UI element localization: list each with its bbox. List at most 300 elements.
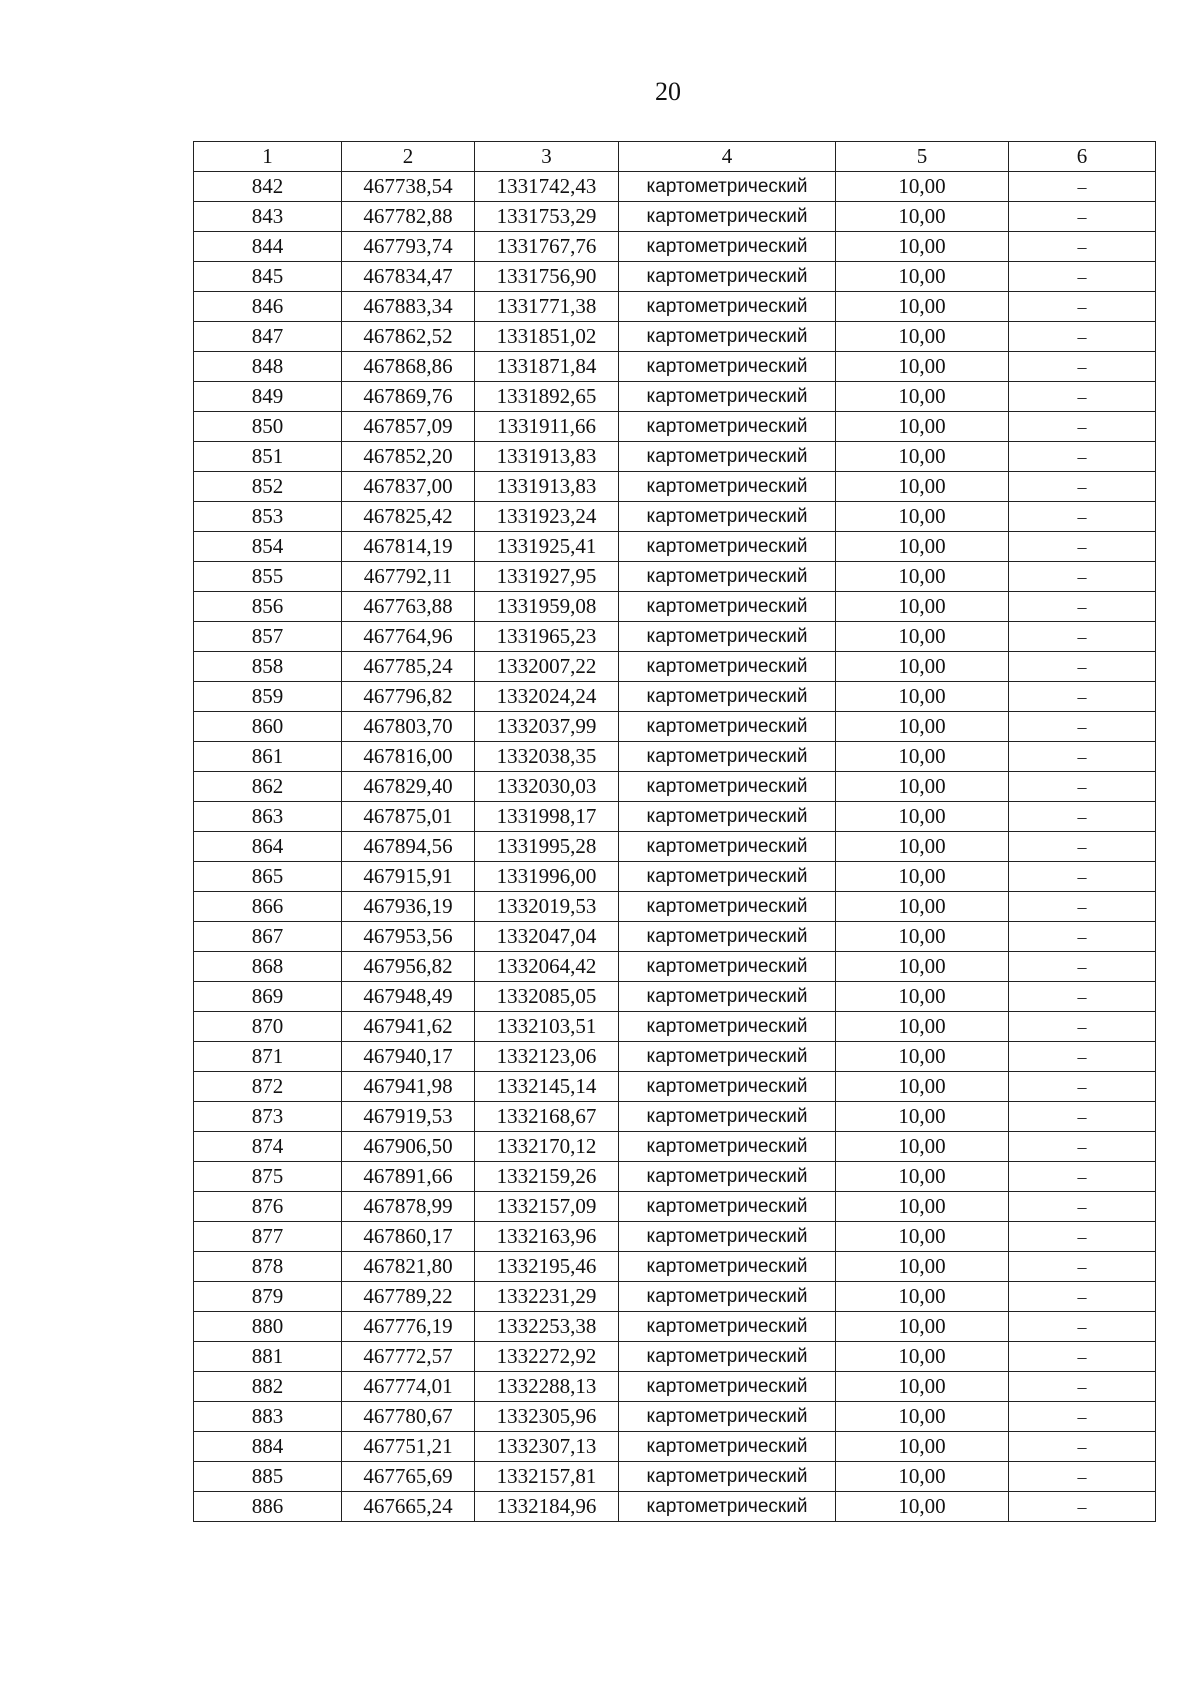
method-cell: картометрический [619, 1282, 836, 1312]
table-row [194, 982, 1156, 1012]
column-header-6: 6 [1009, 142, 1156, 172]
table-row [194, 442, 1156, 472]
x-coordinate-cell: 467772,57 [342, 1342, 475, 1372]
y-coordinate-cell: 1332007,22 [475, 652, 619, 682]
note-cell: – [1009, 562, 1156, 592]
method-cell: картометрический [619, 1012, 836, 1042]
accuracy-cell: 10,00 [836, 1372, 1009, 1402]
accuracy-cell: 10,00 [836, 982, 1009, 1012]
accuracy-cell: 10,00 [836, 1462, 1009, 1492]
note-cell: – [1009, 1462, 1156, 1492]
note-cell: – [1009, 862, 1156, 892]
accuracy-cell: 10,00 [836, 1312, 1009, 1342]
method-cell: картометрический [619, 1072, 836, 1102]
table-row [194, 502, 1156, 532]
x-coordinate-cell: 467894,56 [342, 832, 475, 862]
note-cell: – [1009, 922, 1156, 952]
point-number-cell: 885 [194, 1462, 342, 1492]
y-coordinate-cell: 1332253,38 [475, 1312, 619, 1342]
method-cell: картометрический [619, 502, 836, 532]
column-header-5: 5 [836, 142, 1009, 172]
note-cell: – [1009, 202, 1156, 232]
point-number-cell: 876 [194, 1192, 342, 1222]
y-coordinate-cell: 1331965,23 [475, 622, 619, 652]
table-row [194, 832, 1156, 862]
x-coordinate-cell: 467891,66 [342, 1162, 475, 1192]
y-coordinate-cell: 1331927,95 [475, 562, 619, 592]
table-row [194, 412, 1156, 442]
method-cell: картометрический [619, 982, 836, 1012]
point-number-cell: 882 [194, 1372, 342, 1402]
accuracy-cell: 10,00 [836, 1042, 1009, 1072]
table-row [194, 1282, 1156, 1312]
x-coordinate-cell: 467751,21 [342, 1432, 475, 1462]
table-row [194, 292, 1156, 322]
accuracy-cell: 10,00 [836, 892, 1009, 922]
table-row [194, 472, 1156, 502]
accuracy-cell: 10,00 [836, 1072, 1009, 1102]
y-coordinate-cell: 1331923,24 [475, 502, 619, 532]
note-cell: – [1009, 412, 1156, 442]
accuracy-cell: 10,00 [836, 742, 1009, 772]
note-cell: – [1009, 442, 1156, 472]
y-coordinate-cell: 1332170,12 [475, 1132, 619, 1162]
x-coordinate-cell: 467665,24 [342, 1492, 475, 1522]
table-row [194, 922, 1156, 952]
x-coordinate-cell: 467776,19 [342, 1312, 475, 1342]
note-cell: – [1009, 1012, 1156, 1042]
y-coordinate-cell: 1332157,81 [475, 1462, 619, 1492]
table-row [194, 1402, 1156, 1432]
y-coordinate-cell: 1332305,96 [475, 1402, 619, 1432]
y-coordinate-cell: 1331996,00 [475, 862, 619, 892]
x-coordinate-cell: 467764,96 [342, 622, 475, 652]
point-number-cell: 848 [194, 352, 342, 382]
note-cell: – [1009, 472, 1156, 502]
note-cell: – [1009, 952, 1156, 982]
method-cell: картометрический [619, 922, 836, 952]
x-coordinate-cell: 467796,82 [342, 682, 475, 712]
y-coordinate-cell: 1331871,84 [475, 352, 619, 382]
table-row [194, 322, 1156, 352]
y-coordinate-cell: 1331771,38 [475, 292, 619, 322]
point-number-cell: 874 [194, 1132, 342, 1162]
note-cell: – [1009, 982, 1156, 1012]
accuracy-cell: 10,00 [836, 322, 1009, 352]
table-row [194, 802, 1156, 832]
y-coordinate-cell: 1332145,14 [475, 1072, 619, 1102]
note-cell: – [1009, 1342, 1156, 1372]
x-coordinate-cell: 467878,99 [342, 1192, 475, 1222]
note-cell: – [1009, 1312, 1156, 1342]
table-row [194, 562, 1156, 592]
method-cell: картометрический [619, 1492, 836, 1522]
note-cell: – [1009, 1192, 1156, 1222]
point-number-cell: 851 [194, 442, 342, 472]
table-row [194, 682, 1156, 712]
note-cell: – [1009, 652, 1156, 682]
x-coordinate-cell: 467857,09 [342, 412, 475, 442]
accuracy-cell: 10,00 [836, 1162, 1009, 1192]
x-coordinate-cell: 467919,53 [342, 1102, 475, 1132]
x-coordinate-cell: 467782,88 [342, 202, 475, 232]
method-cell: картометрический [619, 622, 836, 652]
method-cell: картометрический [619, 322, 836, 352]
table-row [194, 1102, 1156, 1132]
note-cell: – [1009, 1102, 1156, 1132]
method-cell: картометрический [619, 202, 836, 232]
table-row [194, 1312, 1156, 1342]
point-number-cell: 864 [194, 832, 342, 862]
accuracy-cell: 10,00 [836, 352, 1009, 382]
table-row [194, 1192, 1156, 1222]
table-row [194, 772, 1156, 802]
point-number-cell: 866 [194, 892, 342, 922]
y-coordinate-cell: 1332024,24 [475, 682, 619, 712]
method-cell: картометрический [619, 802, 836, 832]
table-row [194, 1462, 1156, 1492]
y-coordinate-cell: 1332085,05 [475, 982, 619, 1012]
table-row [194, 382, 1156, 412]
method-cell: картометрический [619, 232, 836, 262]
note-cell: – [1009, 1492, 1156, 1522]
point-number-cell: 883 [194, 1402, 342, 1432]
point-number-cell: 879 [194, 1282, 342, 1312]
y-coordinate-cell: 1331959,08 [475, 592, 619, 622]
accuracy-cell: 10,00 [836, 862, 1009, 892]
x-coordinate-cell: 467793,74 [342, 232, 475, 262]
point-number-cell: 850 [194, 412, 342, 442]
table-row [194, 652, 1156, 682]
note-cell: – [1009, 1252, 1156, 1282]
accuracy-cell: 10,00 [836, 562, 1009, 592]
table-row [194, 232, 1156, 262]
note-cell: – [1009, 832, 1156, 862]
table-row [194, 262, 1156, 292]
method-cell: картометрический [619, 1402, 836, 1432]
method-cell: картометрический [619, 652, 836, 682]
x-coordinate-cell: 467814,19 [342, 532, 475, 562]
note-cell: – [1009, 682, 1156, 712]
y-coordinate-cell: 1331851,02 [475, 322, 619, 352]
x-coordinate-cell: 467821,80 [342, 1252, 475, 1282]
accuracy-cell: 10,00 [836, 1342, 1009, 1372]
note-cell: – [1009, 712, 1156, 742]
note-cell: – [1009, 622, 1156, 652]
note-cell: – [1009, 292, 1156, 322]
note-cell: – [1009, 1402, 1156, 1432]
point-number-cell: 856 [194, 592, 342, 622]
table-row [194, 172, 1156, 202]
x-coordinate-cell: 467816,00 [342, 742, 475, 772]
point-number-cell: 846 [194, 292, 342, 322]
accuracy-cell: 10,00 [836, 772, 1009, 802]
method-cell: картометрический [619, 712, 836, 742]
y-coordinate-cell: 1332168,67 [475, 1102, 619, 1132]
note-cell: – [1009, 262, 1156, 292]
method-cell: картометрический [619, 382, 836, 412]
x-coordinate-cell: 467738,54 [342, 172, 475, 202]
y-coordinate-cell: 1331998,17 [475, 802, 619, 832]
method-cell: картометрический [619, 742, 836, 772]
accuracy-cell: 10,00 [836, 442, 1009, 472]
accuracy-cell: 10,00 [836, 712, 1009, 742]
point-number-cell: 881 [194, 1342, 342, 1372]
table-row [194, 1252, 1156, 1282]
point-number-cell: 863 [194, 802, 342, 832]
table-row [194, 862, 1156, 892]
y-coordinate-cell: 1332123,06 [475, 1042, 619, 1072]
method-cell: картометрический [619, 1252, 836, 1282]
accuracy-cell: 10,00 [836, 592, 1009, 622]
y-coordinate-cell: 1331911,66 [475, 412, 619, 442]
y-coordinate-cell: 1332272,92 [475, 1342, 619, 1372]
method-cell: картометрический [619, 172, 836, 202]
method-cell: картометрический [619, 1432, 836, 1462]
point-number-cell: 854 [194, 532, 342, 562]
column-header-2: 2 [342, 142, 475, 172]
accuracy-cell: 10,00 [836, 1402, 1009, 1432]
note-cell: – [1009, 772, 1156, 802]
method-cell: картометрический [619, 772, 836, 802]
y-coordinate-cell: 1332163,96 [475, 1222, 619, 1252]
note-cell: – [1009, 1162, 1156, 1192]
method-cell: картометрический [619, 442, 836, 472]
x-coordinate-cell: 467869,76 [342, 382, 475, 412]
accuracy-cell: 10,00 [836, 472, 1009, 502]
accuracy-cell: 10,00 [836, 382, 1009, 412]
method-cell: картометрический [619, 1132, 836, 1162]
x-coordinate-cell: 467829,40 [342, 772, 475, 802]
y-coordinate-cell: 1332157,09 [475, 1192, 619, 1222]
point-number-cell: 861 [194, 742, 342, 772]
table-row [194, 892, 1156, 922]
note-cell: – [1009, 172, 1156, 202]
accuracy-cell: 10,00 [836, 292, 1009, 322]
point-number-cell: 877 [194, 1222, 342, 1252]
note-cell: – [1009, 802, 1156, 832]
x-coordinate-cell: 467765,69 [342, 1462, 475, 1492]
table-header [194, 142, 1156, 172]
accuracy-cell: 10,00 [836, 1132, 1009, 1162]
note-cell: – [1009, 1132, 1156, 1162]
method-cell: картометрический [619, 1372, 836, 1402]
note-cell: – [1009, 532, 1156, 562]
x-coordinate-cell: 467792,11 [342, 562, 475, 592]
accuracy-cell: 10,00 [836, 622, 1009, 652]
x-coordinate-cell: 467789,22 [342, 1282, 475, 1312]
table-body [194, 172, 1156, 1522]
method-cell: картометрический [619, 262, 836, 292]
accuracy-cell: 10,00 [836, 532, 1009, 562]
method-cell: картометрический [619, 682, 836, 712]
header-row [194, 142, 1156, 172]
table-row [194, 712, 1156, 742]
point-number-cell: 868 [194, 952, 342, 982]
method-cell: картометрический [619, 1162, 836, 1192]
table-row [194, 1342, 1156, 1372]
note-cell: – [1009, 892, 1156, 922]
y-coordinate-cell: 1332307,13 [475, 1432, 619, 1462]
x-coordinate-cell: 467868,86 [342, 352, 475, 382]
point-number-cell: 842 [194, 172, 342, 202]
accuracy-cell: 10,00 [836, 952, 1009, 982]
point-number-cell: 849 [194, 382, 342, 412]
note-cell: – [1009, 322, 1156, 352]
accuracy-cell: 10,00 [836, 412, 1009, 442]
point-number-cell: 869 [194, 982, 342, 1012]
x-coordinate-cell: 467825,42 [342, 502, 475, 532]
y-coordinate-cell: 1332231,29 [475, 1282, 619, 1312]
x-coordinate-cell: 467803,70 [342, 712, 475, 742]
y-coordinate-cell: 1331892,65 [475, 382, 619, 412]
method-cell: картометрический [619, 1462, 836, 1492]
accuracy-cell: 10,00 [836, 232, 1009, 262]
x-coordinate-cell: 467915,91 [342, 862, 475, 892]
point-number-cell: 865 [194, 862, 342, 892]
point-number-cell: 884 [194, 1432, 342, 1462]
method-cell: картометрический [619, 1222, 836, 1252]
accuracy-cell: 10,00 [836, 832, 1009, 862]
x-coordinate-cell: 467941,98 [342, 1072, 475, 1102]
method-cell: картометрический [619, 592, 836, 622]
x-coordinate-cell: 467956,82 [342, 952, 475, 982]
y-coordinate-cell: 1332103,51 [475, 1012, 619, 1042]
point-number-cell: 845 [194, 262, 342, 292]
point-number-cell: 886 [194, 1492, 342, 1522]
point-number-cell: 858 [194, 652, 342, 682]
point-number-cell: 862 [194, 772, 342, 802]
table-row [194, 742, 1156, 772]
y-coordinate-cell: 1332047,04 [475, 922, 619, 952]
note-cell: – [1009, 742, 1156, 772]
table-row [194, 1432, 1156, 1462]
y-coordinate-cell: 1332030,03 [475, 772, 619, 802]
page-number: 20 [655, 77, 681, 106]
x-coordinate-cell: 467875,01 [342, 802, 475, 832]
table-row [194, 1372, 1156, 1402]
x-coordinate-cell: 467941,62 [342, 1012, 475, 1042]
point-number-cell: 860 [194, 712, 342, 742]
method-cell: картометрический [619, 532, 836, 562]
method-cell: картометрический [619, 292, 836, 322]
accuracy-cell: 10,00 [836, 1432, 1009, 1462]
table-row [194, 1492, 1156, 1522]
y-coordinate-cell: 1331995,28 [475, 832, 619, 862]
point-number-cell: 871 [194, 1042, 342, 1072]
accuracy-cell: 10,00 [836, 1252, 1009, 1282]
point-number-cell: 873 [194, 1102, 342, 1132]
table-row [194, 532, 1156, 562]
accuracy-cell: 10,00 [836, 502, 1009, 532]
method-cell: картометрический [619, 832, 836, 862]
x-coordinate-cell: 467936,19 [342, 892, 475, 922]
note-cell: – [1009, 1432, 1156, 1462]
table-row [194, 1162, 1156, 1192]
y-coordinate-cell: 1332037,99 [475, 712, 619, 742]
x-coordinate-cell: 467862,52 [342, 322, 475, 352]
point-number-cell: 878 [194, 1252, 342, 1282]
accuracy-cell: 10,00 [836, 1192, 1009, 1222]
point-number-cell: 853 [194, 502, 342, 532]
accuracy-cell: 10,00 [836, 682, 1009, 712]
point-number-cell: 844 [194, 232, 342, 262]
x-coordinate-cell: 467834,47 [342, 262, 475, 292]
y-coordinate-cell: 1331913,83 [475, 472, 619, 502]
table-row [194, 1132, 1156, 1162]
x-coordinate-cell: 467860,17 [342, 1222, 475, 1252]
method-cell: картометрический [619, 412, 836, 442]
note-cell: – [1009, 232, 1156, 262]
x-coordinate-cell: 467780,67 [342, 1402, 475, 1432]
point-number-cell: 847 [194, 322, 342, 352]
method-cell: картометрический [619, 1102, 836, 1132]
x-coordinate-cell: 467785,24 [342, 652, 475, 682]
column-header-3: 3 [475, 142, 619, 172]
note-cell: – [1009, 1072, 1156, 1102]
column-header-4: 4 [619, 142, 836, 172]
note-cell: – [1009, 1372, 1156, 1402]
point-number-cell: 867 [194, 922, 342, 952]
x-coordinate-cell: 467837,00 [342, 472, 475, 502]
point-number-cell: 870 [194, 1012, 342, 1042]
x-coordinate-cell: 467906,50 [342, 1132, 475, 1162]
table-row [194, 592, 1156, 622]
x-coordinate-cell: 467948,49 [342, 982, 475, 1012]
table-row [194, 1222, 1156, 1252]
accuracy-cell: 10,00 [836, 1012, 1009, 1042]
table-row [194, 622, 1156, 652]
table-row [194, 1042, 1156, 1072]
y-coordinate-cell: 1332288,13 [475, 1372, 619, 1402]
y-coordinate-cell: 1332038,35 [475, 742, 619, 772]
method-cell: картометрический [619, 1042, 836, 1072]
note-cell: – [1009, 1042, 1156, 1072]
x-coordinate-cell: 467940,17 [342, 1042, 475, 1072]
table-row [194, 1012, 1156, 1042]
method-cell: картометрический [619, 352, 836, 382]
accuracy-cell: 10,00 [836, 802, 1009, 832]
note-cell: – [1009, 592, 1156, 622]
y-coordinate-cell: 1332019,53 [475, 892, 619, 922]
x-coordinate-cell: 467953,56 [342, 922, 475, 952]
table-row [194, 952, 1156, 982]
method-cell: картометрический [619, 1342, 836, 1372]
note-cell: – [1009, 352, 1156, 382]
accuracy-cell: 10,00 [836, 1282, 1009, 1312]
accuracy-cell: 10,00 [836, 1102, 1009, 1132]
point-number-cell: 872 [194, 1072, 342, 1102]
accuracy-cell: 10,00 [836, 172, 1009, 202]
y-coordinate-cell: 1331767,76 [475, 232, 619, 262]
accuracy-cell: 10,00 [836, 202, 1009, 232]
note-cell: – [1009, 1222, 1156, 1252]
y-coordinate-cell: 1331913,83 [475, 442, 619, 472]
point-number-cell: 875 [194, 1162, 342, 1192]
method-cell: картометрический [619, 562, 836, 592]
table-row [194, 1072, 1156, 1102]
x-coordinate-cell: 467774,01 [342, 1372, 475, 1402]
x-coordinate-cell: 467852,20 [342, 442, 475, 472]
y-coordinate-cell: 1332184,96 [475, 1492, 619, 1522]
y-coordinate-cell: 1331742,43 [475, 172, 619, 202]
accuracy-cell: 10,00 [836, 262, 1009, 292]
method-cell: картометрический [619, 1312, 836, 1342]
note-cell: – [1009, 382, 1156, 412]
accuracy-cell: 10,00 [836, 652, 1009, 682]
method-cell: картометрический [619, 862, 836, 892]
note-cell: – [1009, 502, 1156, 532]
